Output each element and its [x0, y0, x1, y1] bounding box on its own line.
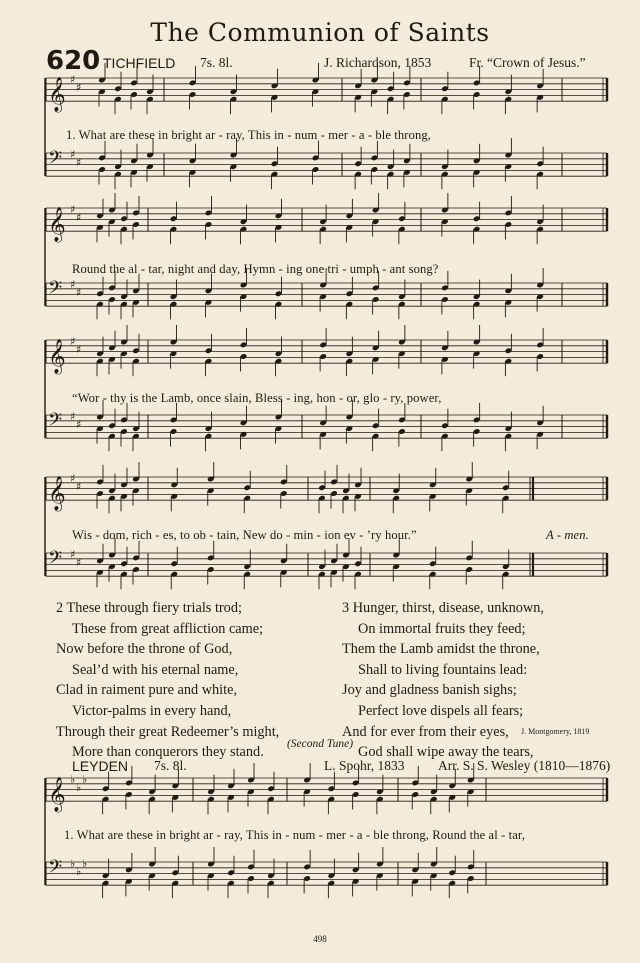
amen: A - men. [546, 528, 589, 542]
bass-clef: 𝄢 [48, 857, 63, 882]
second-tune-composer: L. Spohr, 1833 [324, 758, 405, 773]
treble-clef: 𝄞 [48, 339, 66, 375]
verse-line: 3 Hunger, thirst, disease, unknown, [342, 600, 544, 616]
flat-sign: ♭ [76, 781, 82, 794]
sharp-sign: ♯ [76, 211, 82, 224]
sharp-sign: ♯ [70, 335, 76, 348]
page-title: The Communion of Saints [150, 18, 490, 47]
tune-source: Fr. “Crown of Jesus.” [469, 55, 586, 70]
tune-name: TICHFIELD [103, 55, 176, 71]
verse-line: Now before the throne of God, [56, 641, 233, 658]
sharp-sign: ♯ [76, 343, 82, 356]
sharp-sign: ♯ [76, 480, 82, 493]
second-tune-lyric: 1. What are these in bright ar - ray, This in - num - mer - a - ble throng, Round the al - tar, [64, 828, 525, 842]
treble-clef: 𝄞 [48, 777, 66, 813]
verse-line: Clad in raiment pure and white, [56, 682, 238, 699]
page-number: 498 [313, 934, 327, 944]
verse-line: Seal’d with his eternal name, [72, 661, 239, 678]
verse-line: Shall to living fountains lead: [358, 661, 528, 678]
flat-sign: ♭ [70, 857, 76, 870]
bass-clef: 𝄢 [48, 148, 63, 173]
lyric-line-3: “Wor - thy is the Lamb, once slain, Bless - ing, hon - or, glo - ry, power, [72, 391, 442, 405]
flat-sign: ♭ [76, 865, 82, 878]
sharp-sign: ♯ [70, 548, 76, 561]
verse-line: Perfect love dispels all fears; [358, 702, 524, 719]
sharp-sign: ♯ [70, 410, 76, 423]
sharp-sign: ♯ [70, 203, 76, 216]
sharp-sign: ♯ [76, 286, 82, 299]
verse-line: And for ever from their eyes, [342, 723, 509, 740]
verse-line: God shall wipe away the tears, [358, 744, 534, 761]
sharp-sign: ♯ [76, 556, 82, 569]
bass-clef: 𝄢 [48, 410, 63, 435]
second-tune-arranger: Arr. S. S. Wesley (1810—1876) [438, 758, 611, 773]
treble-clef: 𝄞 [48, 207, 66, 243]
sharp-sign: ♯ [76, 418, 82, 431]
second-tune-name: LEYDEN [72, 758, 129, 774]
sharp-sign: ♯ [70, 472, 76, 485]
verse-line: Them the Lamb amidst the throne, [342, 641, 540, 658]
flat-sign: ♭ [82, 857, 88, 870]
second-tune-meter: 7s. 8l. [154, 758, 187, 773]
lyric-line-4: Wis - dom, rich - es, to ob - tain, New do - min - ion ev - ’ry hour.” [72, 528, 417, 542]
treble-clef: 𝄞 [48, 77, 66, 113]
flat-sign: ♭ [70, 773, 76, 786]
verse-line: More than conquerors they stand. [72, 744, 264, 761]
verse-line: On immortal fruits they feed; [358, 620, 526, 637]
verse-line: Joy and gladness banish sighs; [342, 682, 517, 699]
bass-clef: 𝄢 [48, 278, 63, 303]
second-tune-label: (Second Tune) [286, 738, 354, 750]
meter: 7s. 8l. [200, 55, 233, 70]
lyric-line-1: 1. What are these in bright ar - ray, This in - num - mer - a - ble throng, [66, 128, 432, 142]
lyric-line-2: Round the al - tar, night and day, Hymn - ing one tri - umph - ant song? [72, 262, 439, 276]
verse-line: Victor-palms in every hand, [72, 702, 232, 719]
verse-line: These from great affliction came; [72, 620, 264, 637]
flat-sign: ♭ [82, 773, 88, 786]
author-credit: J. Montgomery, 1819 [521, 727, 590, 736]
verse-line: 2 These through fiery trials trod; [56, 600, 242, 616]
sharp-sign: ♯ [76, 156, 82, 169]
bass-clef: 𝄢 [48, 548, 63, 573]
treble-clef: 𝄞 [48, 476, 66, 512]
sharp-sign: ♯ [76, 81, 82, 94]
hymn-number: 620 [46, 46, 101, 76]
sharp-sign: ♯ [70, 73, 76, 86]
verse-line: Through their great Redeemer’s might, [56, 723, 280, 740]
composer: J. Richardson, 1853 [324, 55, 432, 70]
sharp-sign: ♯ [70, 148, 76, 161]
sharp-sign: ♯ [70, 278, 76, 291]
